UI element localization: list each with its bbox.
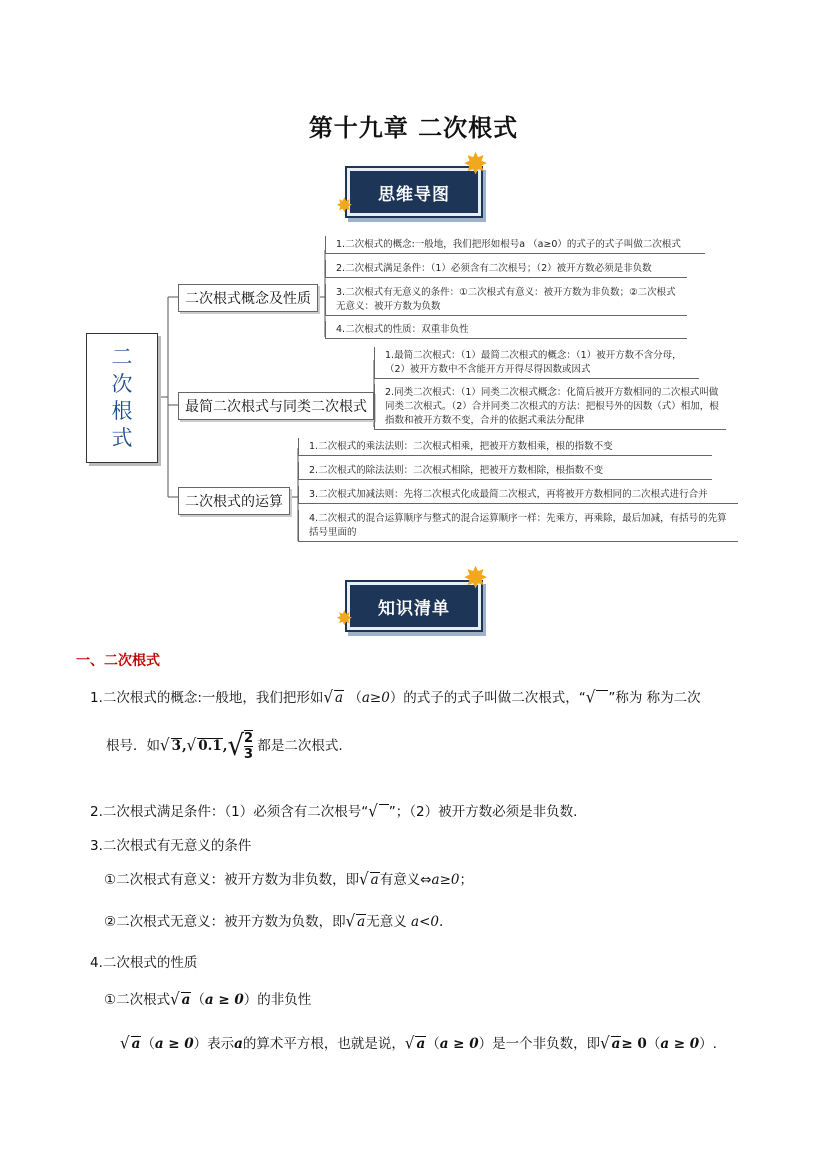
sqrt-icon: √ [120, 1033, 130, 1053]
paragraph-1-line-1 [90, 686, 701, 706]
example-radicand: 3 [171, 738, 181, 754]
sqrt-icon: √ [600, 1033, 610, 1053]
math-cond: a ≥ 0 [439, 1036, 479, 1052]
leaf-meaning: 3.二次根式有无意义的条件：①二次根式有意义：被开方数为非负数；②二次根式无意义：被开方数为负数 [325, 284, 687, 316]
branch-simplest-similar: 最简二次根式与同类二次根式 [178, 392, 374, 420]
math-var: a [335, 690, 344, 706]
math-cond: ≥ 0 [621, 1036, 647, 1052]
example-fraction [244, 730, 253, 762]
leaf-divide: 2.二次根式的除法法则：二次根式相除，把被开方数相除，根指数不变 [298, 462, 712, 480]
math-cond: a<0. [411, 914, 444, 930]
root-char: 二 [111, 345, 133, 369]
text: ； [459, 872, 473, 888]
sqrt-icon: √ [404, 1033, 415, 1053]
text: ）的非负性 [243, 992, 312, 1008]
math-var: a [357, 914, 366, 930]
sqrt-bar [379, 804, 389, 820]
sqrt-icon: √ [368, 801, 378, 821]
root-char: 式 [111, 426, 133, 450]
example-radicand: 0.1 [198, 738, 222, 754]
text: ）的式子的式子叫做二次根式，“ [389, 690, 586, 706]
text: 根号．如 [106, 738, 160, 754]
text: 2.二次根式满足条件：（1）必须含有二次根号“ [90, 804, 369, 820]
text: ）是一个非负数，即 [478, 1036, 601, 1052]
text: 有意义⇔ [379, 872, 432, 888]
sqrt-icon: √ [160, 735, 170, 755]
math-cond: a ≥ 0 [660, 1036, 700, 1052]
fraction-denominator: 3 [244, 747, 254, 762]
paragraph-3-item-2 [104, 910, 443, 930]
leaf-add-subtract: 3.二次根式加减法则：先将二次根式化成最简二次根式，再将被开方数相同的二次根式进行合并 [298, 486, 738, 504]
leaf-conditions: 2.二次根式满足条件：（1）必须含有二次根号；（2）被开方数必须是非负数 [325, 260, 687, 278]
paragraph-4-item-1-detail [120, 1032, 717, 1052]
sqrt-bar [596, 690, 608, 706]
text: ）. [699, 1036, 717, 1052]
leaf-similar: 2.同类二次根式：（1）同类二次根式概念：化简后被开方数相同的二次根式叫做同类二次根式。（2）合并同类二次根式的方法：把根号外的因数（式）相加，根指数和被开方数不变，合并的依据式乘法分配律 [374, 384, 726, 430]
text: 无意义 [366, 914, 412, 930]
star-icon: ✸ [463, 147, 489, 182]
sqrt-icon: √ [585, 687, 596, 707]
page-title: 第十九章 二次根式 [308, 114, 519, 142]
math-var: a [234, 1036, 243, 1052]
text: （ [348, 690, 362, 706]
math-var: a [131, 1036, 141, 1052]
text: （ [646, 1036, 661, 1052]
math-cond: a≥0 [431, 872, 460, 888]
mindmap-banner-label: 思维导图 [378, 184, 450, 205]
text: ”称为 称为二次 [608, 690, 701, 706]
text: （ [191, 992, 205, 1008]
leaf-mixed: 4.二次根式的混合运算顺序与整式的混合运算顺序一样：先乘方，再乘除，最后加减，有括号的先算括号里面的 [298, 510, 738, 542]
text: ①二次根式 [104, 992, 171, 1008]
text: ）表示 [193, 1036, 235, 1052]
sqrt-icon: √ [186, 735, 197, 755]
sqrt-icon: √ [323, 687, 333, 707]
checklist-banner-label: 知识清单 [378, 598, 450, 619]
sqrt-icon: √ [170, 989, 180, 1009]
root-char: 根 [111, 399, 133, 423]
mindmap-root [86, 333, 158, 463]
star-icon: ✸ [336, 193, 353, 217]
sqrt-icon: √ [227, 729, 245, 763]
text: （ [141, 1036, 155, 1052]
text: ①二次根式有意义：被开方数为非负数，即 [104, 872, 360, 888]
leaf-concept: 1.二次根式的概念:一般地，我们把形如根号a （a≥0）的式子的式子叫做二次根式 [325, 236, 705, 254]
paragraph-4: 4.二次根式的性质 [90, 955, 198, 971]
paragraph-2 [90, 800, 577, 820]
paragraph-1-line-2: 根号．如√ 3,√ 0.1,√ $\frac{2}{3}$ 都是二次根式. [106, 729, 343, 763]
math-cond: a ≥ 0 [204, 992, 244, 1008]
root-char: 次 [111, 372, 133, 396]
paragraph-4-item-1 [104, 988, 311, 1008]
sqrt-icon: √ [359, 869, 369, 889]
text: ②二次根式无意义：被开方数为负数，即 [104, 914, 346, 930]
math-cond: a ≥ 0 [154, 1036, 194, 1052]
branch-operations: 二次根式的运算 [178, 487, 290, 515]
math-var: a [370, 872, 379, 888]
checklist-banner [347, 582, 481, 630]
fraction-numerator: 2 [244, 731, 254, 746]
star-icon: ✸ [463, 561, 489, 596]
paragraph-3-item-1 [104, 868, 473, 888]
sqrt-icon: √ [345, 911, 356, 931]
branch-concept-properties: 二次根式概念及性质 [178, 284, 318, 312]
leaf-properties: 4.二次根式的性质：双重非负性 [325, 321, 687, 339]
text: （ [426, 1036, 440, 1052]
text: ”；（2）被开方数必须是非负数. [388, 804, 578, 820]
text: 1.二次根式的概念:一般地，我们把形如 [90, 690, 324, 706]
section-heading: 一、二次根式 [76, 653, 160, 669]
math-var: a [611, 1036, 621, 1052]
math-var: a [181, 992, 191, 1008]
star-icon: ✸ [336, 606, 353, 630]
leaf-multiply: 1.二次根式的乘法法则：二次根式相乘，把被开方数相乘，根的指数不变 [298, 438, 712, 456]
text: 都是二次根式. [257, 738, 343, 754]
paragraph-3: 3.二次根式有无意义的条件 [90, 838, 252, 854]
math-var: a [416, 1036, 426, 1052]
text: 的算术平方根，也就是说， [242, 1036, 405, 1052]
leaf-simplest: 1.最简二次根式：（1）最简二次根式的概念：（1）被开方数不含分母，（2）被开方数中不含能开方开得尽得因数或因式 [374, 347, 699, 379]
math-cond: a≥0 [361, 690, 390, 706]
